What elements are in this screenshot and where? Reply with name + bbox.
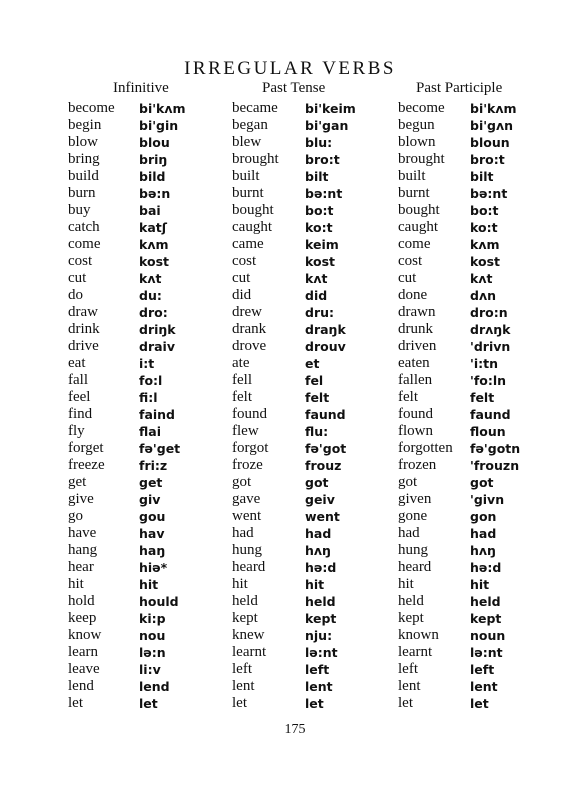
infinitive-ipa: hav: [139, 526, 165, 541]
infinitive-word: get: [68, 474, 87, 490]
infinitive-ipa: haŋ: [139, 543, 166, 558]
infinitive-word: drive: [68, 338, 99, 354]
verb-row: [0, 321, 580, 338]
past-tense-word: became: [232, 100, 278, 116]
infinitive-word: hit: [68, 576, 84, 592]
infinitive-word: drink: [68, 321, 100, 337]
infinitive-ipa: draiv: [139, 339, 175, 354]
verb-row: [0, 542, 580, 559]
past-participle-word: forgotten: [398, 440, 453, 456]
past-tense-ipa: did: [305, 288, 328, 303]
infinitive-ipa: katʃ: [139, 220, 167, 235]
verb-row: [0, 508, 580, 525]
past-tense-word: ate: [232, 355, 250, 371]
past-participle-ipa: hʌŋ: [470, 543, 496, 558]
past-participle-word: left: [398, 661, 418, 677]
verb-row: [0, 457, 580, 474]
verb-row: [0, 134, 580, 151]
past-tense-word: forgot: [232, 440, 269, 456]
infinitive-ipa: fə'get: [139, 441, 181, 456]
past-tense-word: drew: [232, 304, 262, 320]
infinitive-word: forget: [68, 440, 104, 456]
past-participle-ipa: floun: [470, 424, 506, 439]
infinitive-word: build: [68, 168, 99, 184]
infinitive-word: learn: [68, 644, 98, 660]
infinitive-word: buy: [68, 202, 91, 218]
verb-row: [0, 372, 580, 389]
verb-row: [0, 491, 580, 508]
infinitive-ipa: bai: [139, 203, 161, 218]
past-tense-ipa: lə:nt: [305, 645, 338, 660]
past-tense-ipa: nju:: [305, 628, 333, 643]
past-participle-ipa: bi'gʌn: [470, 118, 514, 133]
past-tense-ipa: dru:: [305, 305, 335, 320]
past-tense-ipa: keim: [305, 237, 339, 252]
past-tense-word: lent: [232, 678, 255, 694]
page-number: 175: [284, 722, 306, 737]
verb-row: [0, 576, 580, 593]
infinitive-ipa: li:v: [139, 662, 161, 677]
verb-row: [0, 219, 580, 236]
past-participle-word: done: [398, 287, 428, 303]
past-tense-ipa: lent: [305, 679, 333, 694]
past-participle-word: driven: [398, 338, 437, 354]
past-participle-word: known: [398, 627, 439, 643]
past-participle-word: come: [398, 236, 431, 252]
past-participle-ipa: gon: [470, 509, 497, 524]
past-participle-ipa: had: [470, 526, 497, 541]
past-tense-word: froze: [232, 457, 263, 473]
past-tense-word: burnt: [232, 185, 264, 201]
past-participle-word: learnt: [398, 644, 433, 660]
verb-row: [0, 151, 580, 168]
infinitive-ipa: dro:: [139, 305, 168, 320]
past-tense-ipa: faund: [305, 407, 346, 422]
past-participle-word: fallen: [398, 372, 433, 388]
past-participle-ipa: 'frouzn: [470, 458, 520, 473]
past-participle-ipa: hə:d: [470, 560, 502, 575]
verb-row: [0, 389, 580, 406]
verb-row: [0, 593, 580, 610]
past-participle-ipa: dro:n: [470, 305, 508, 320]
past-tense-ipa: drouv: [305, 339, 346, 354]
past-participle-word: hit: [398, 576, 414, 592]
infinitive-word: draw: [68, 304, 98, 320]
past-tense-word: cut: [232, 270, 251, 286]
infinitive-ipa: hould: [139, 594, 179, 609]
past-tense-word: hit: [232, 576, 248, 592]
past-tense-word: felt: [232, 389, 252, 405]
past-tense-ipa: went: [305, 509, 340, 524]
past-participle-ipa: 'i:tn: [470, 356, 498, 371]
infinitive-word: hang: [68, 542, 98, 558]
past-tense-word: cost: [232, 253, 257, 269]
past-participle-word: given: [398, 491, 432, 507]
past-participle-word: flown: [398, 423, 433, 439]
past-participle-ipa: let: [470, 696, 489, 711]
past-participle-ipa: dʌn: [470, 288, 496, 303]
verb-row: [0, 202, 580, 219]
past-participle-word: frozen: [398, 457, 437, 473]
page-title: IRREGULAR VERBS: [184, 58, 396, 79]
past-tense-word: drank: [232, 321, 267, 337]
past-tense-ipa: frouz: [305, 458, 342, 473]
infinitive-ipa: fri:z: [139, 458, 168, 473]
infinitive-ipa: bi'kʌm: [139, 101, 186, 116]
header-past-tense: Past Tense: [262, 80, 326, 96]
past-participle-ipa: bə:nt: [470, 186, 508, 201]
infinitive-word: find: [68, 406, 93, 422]
past-participle-ipa: lə:nt: [470, 645, 503, 660]
infinitive-ipa: bə:n: [139, 186, 171, 201]
past-participle-ipa: bro:t: [470, 152, 505, 167]
past-participle-ipa: 'fo:ln: [470, 373, 507, 388]
verb-row: [0, 440, 580, 457]
past-participle-word: begun: [398, 117, 435, 133]
past-tense-ipa: bo:t: [305, 203, 334, 218]
past-participle-ipa: kʌt: [470, 271, 493, 286]
past-participle-word: built: [398, 168, 426, 184]
infinitive-ipa: nou: [139, 628, 166, 643]
past-participle-ipa: bo:t: [470, 203, 499, 218]
verb-row: [0, 100, 580, 117]
past-tense-word: did: [232, 287, 252, 303]
past-participle-word: got: [398, 474, 418, 490]
infinitive-word: go: [68, 508, 83, 524]
infinitive-ipa: i:t: [139, 356, 155, 371]
header-infinitive: Infinitive: [113, 80, 169, 96]
past-tense-ipa: bilt: [305, 169, 329, 184]
verb-row: [0, 185, 580, 202]
infinitive-word: have: [68, 525, 97, 541]
past-tense-word: drove: [232, 338, 267, 354]
past-tense-ipa: held: [305, 594, 336, 609]
past-tense-ipa: bi'gan: [305, 118, 349, 133]
past-participle-word: kept: [398, 610, 424, 626]
past-participle-word: heard: [398, 559, 432, 575]
past-participle-word: bought: [398, 202, 440, 218]
past-tense-ipa: et: [305, 356, 320, 371]
infinitive-word: bring: [68, 151, 100, 167]
infinitive-ipa: hiə*: [139, 560, 168, 575]
infinitive-ipa: giv: [139, 492, 161, 507]
past-participle-ipa: felt: [470, 390, 495, 405]
past-tense-word: left: [232, 661, 252, 677]
infinitive-ipa: lə:n: [139, 645, 166, 660]
infinitive-ipa: bild: [139, 169, 166, 184]
past-participle-word: felt: [398, 389, 418, 405]
past-tense-ipa: kʌt: [305, 271, 328, 286]
infinitive-ipa: lend: [139, 679, 170, 694]
past-tense-ipa: got: [305, 475, 329, 490]
past-tense-ipa: had: [305, 526, 332, 541]
infinitive-ipa: kost: [139, 254, 169, 269]
verb-row: [0, 627, 580, 644]
past-tense-word: came: [232, 236, 264, 252]
infinitive-ipa: let: [139, 696, 158, 711]
past-participle-ipa: 'drivn: [470, 339, 511, 354]
verb-row: [0, 236, 580, 253]
infinitive-ipa: briŋ: [139, 152, 168, 167]
past-tense-word: hung: [232, 542, 262, 558]
past-tense-ipa: flu:: [305, 424, 329, 439]
past-participle-ipa: got: [470, 475, 494, 490]
past-tense-word: found: [232, 406, 267, 422]
past-participle-word: drunk: [398, 321, 433, 337]
past-participle-word: brought: [398, 151, 445, 167]
past-participle-ipa: hit: [470, 577, 490, 592]
past-participle-word: blown: [398, 134, 436, 150]
past-participle-word: let: [398, 695, 413, 711]
header-past-participle: Past Participle: [416, 80, 503, 96]
past-tense-ipa: blu:: [305, 135, 333, 150]
infinitive-word: cut: [68, 270, 87, 286]
past-participle-word: found: [398, 406, 433, 422]
infinitive-ipa: bi'gin: [139, 118, 179, 133]
verb-row: [0, 678, 580, 695]
infinitive-ipa: du:: [139, 288, 162, 303]
verb-row: [0, 168, 580, 185]
infinitive-word: become: [68, 100, 115, 116]
infinitive-word: freeze: [68, 457, 105, 473]
past-participle-word: held: [398, 593, 424, 609]
past-participle-ipa: kept: [470, 611, 502, 626]
past-participle-ipa: left: [470, 662, 495, 677]
infinitive-word: lend: [68, 678, 94, 694]
past-participle-word: cut: [398, 270, 417, 286]
past-tense-ipa: bə:nt: [305, 186, 343, 201]
past-participle-word: lent: [398, 678, 421, 694]
infinitive-word: hear: [68, 559, 94, 575]
past-tense-ipa: kost: [305, 254, 335, 269]
verb-row: [0, 610, 580, 627]
past-tense-word: knew: [232, 627, 265, 643]
past-tense-ipa: hit: [305, 577, 325, 592]
verb-row: [0, 423, 580, 440]
past-tense-word: began: [232, 117, 268, 133]
past-participle-ipa: faund: [470, 407, 511, 422]
past-participle-word: drawn: [398, 304, 436, 320]
infinitive-word: give: [68, 491, 94, 507]
verb-row: [0, 253, 580, 270]
past-participle-ipa: held: [470, 594, 501, 609]
verb-row: [0, 559, 580, 576]
past-tense-ipa: geiv: [305, 492, 335, 507]
verb-row: [0, 644, 580, 661]
past-participle-word: gone: [398, 508, 428, 524]
infinitive-ipa: ki:p: [139, 611, 166, 626]
infinitive-ipa: faind: [139, 407, 176, 422]
infinitive-ipa: driŋk: [139, 322, 176, 337]
past-tense-ipa: let: [305, 696, 324, 711]
past-tense-word: caught: [232, 219, 272, 235]
infinitive-ipa: flai: [139, 424, 161, 439]
infinitive-ipa: gou: [139, 509, 166, 524]
past-participle-ipa: bloun: [470, 135, 510, 150]
verb-row: [0, 661, 580, 678]
past-tense-word: got: [232, 474, 252, 490]
past-participle-ipa: drʌŋk: [470, 322, 511, 337]
past-participle-ipa: bi'kʌm: [470, 101, 517, 116]
past-participle-ipa: lent: [470, 679, 498, 694]
verb-row: [0, 270, 580, 287]
infinitive-word: let: [68, 695, 83, 711]
past-participle-ipa: bilt: [470, 169, 494, 184]
verb-row: [0, 406, 580, 423]
past-tense-word: fell: [232, 372, 252, 388]
past-tense-word: built: [232, 168, 260, 184]
past-tense-word: learnt: [232, 644, 267, 660]
infinitive-ipa: kʌt: [139, 271, 162, 286]
infinitive-word: burn: [68, 185, 96, 201]
infinitive-ipa: fi:l: [139, 390, 158, 405]
past-tense-ipa: draŋk: [305, 322, 346, 337]
past-tense-word: bought: [232, 202, 274, 218]
past-tense-ipa: fel: [305, 373, 324, 388]
infinitive-word: feel: [68, 389, 91, 405]
infinitive-word: come: [68, 236, 101, 252]
infinitive-ipa: hit: [139, 577, 159, 592]
past-participle-ipa: kost: [470, 254, 500, 269]
past-tense-ipa: bro:t: [305, 152, 340, 167]
past-tense-ipa: bi'keim: [305, 101, 356, 116]
past-tense-word: heard: [232, 559, 266, 575]
past-tense-ipa: felt: [305, 390, 330, 405]
past-participle-word: cost: [398, 253, 423, 269]
past-participle-word: caught: [398, 219, 438, 235]
infinitive-word: fly: [68, 423, 85, 439]
past-participle-word: eaten: [398, 355, 430, 371]
past-tense-ipa: hʌŋ: [305, 543, 331, 558]
past-participle-ipa: fə'gotn: [470, 441, 521, 456]
verb-row: [0, 695, 580, 712]
infinitive-word: catch: [68, 219, 100, 235]
infinitive-ipa: kʌm: [139, 237, 169, 252]
verb-row: [0, 287, 580, 304]
past-tense-word: let: [232, 695, 247, 711]
past-tense-ipa: left: [305, 662, 330, 677]
past-tense-word: gave: [232, 491, 261, 507]
past-participle-ipa: 'givn: [470, 492, 505, 507]
infinitive-word: keep: [68, 610, 97, 626]
past-participle-word: hung: [398, 542, 428, 558]
infinitive-word: eat: [68, 355, 86, 371]
verb-row: [0, 355, 580, 372]
verb-row: [0, 474, 580, 491]
past-tense-ipa: kept: [305, 611, 337, 626]
infinitive-word: cost: [68, 253, 93, 269]
past-tense-ipa: ko:t: [305, 220, 333, 235]
verb-row: [0, 525, 580, 542]
past-participle-ipa: ko:t: [470, 220, 498, 235]
infinitive-word: begin: [68, 117, 102, 133]
past-tense-word: went: [232, 508, 262, 524]
infinitive-word: hold: [68, 593, 95, 609]
past-participle-word: become: [398, 100, 445, 116]
past-tense-word: had: [232, 525, 254, 541]
infinitive-word: do: [68, 287, 83, 303]
past-participle-ipa: noun: [470, 628, 506, 643]
infinitive-ipa: get: [139, 475, 163, 490]
verb-row: [0, 338, 580, 355]
past-tense-word: brought: [232, 151, 279, 167]
past-tense-ipa: hə:d: [305, 560, 337, 575]
past-participle-ipa: kʌm: [470, 237, 500, 252]
past-tense-word: kept: [232, 610, 258, 626]
past-participle-word: had: [398, 525, 420, 541]
past-tense-word: blew: [232, 134, 262, 150]
verb-row: [0, 304, 580, 321]
infinitive-word: blow: [68, 134, 98, 150]
infinitive-word: know: [68, 627, 102, 643]
past-tense-word: held: [232, 593, 258, 609]
verb-row: [0, 117, 580, 134]
infinitive-ipa: fo:l: [139, 373, 163, 388]
past-tense-word: flew: [232, 423, 259, 439]
infinitive-ipa: blou: [139, 135, 170, 150]
past-participle-word: burnt: [398, 185, 430, 201]
past-tense-ipa: fə'got: [305, 441, 347, 456]
infinitive-word: leave: [68, 661, 100, 677]
verb-table: [0, 100, 580, 712]
infinitive-word: fall: [68, 372, 88, 388]
